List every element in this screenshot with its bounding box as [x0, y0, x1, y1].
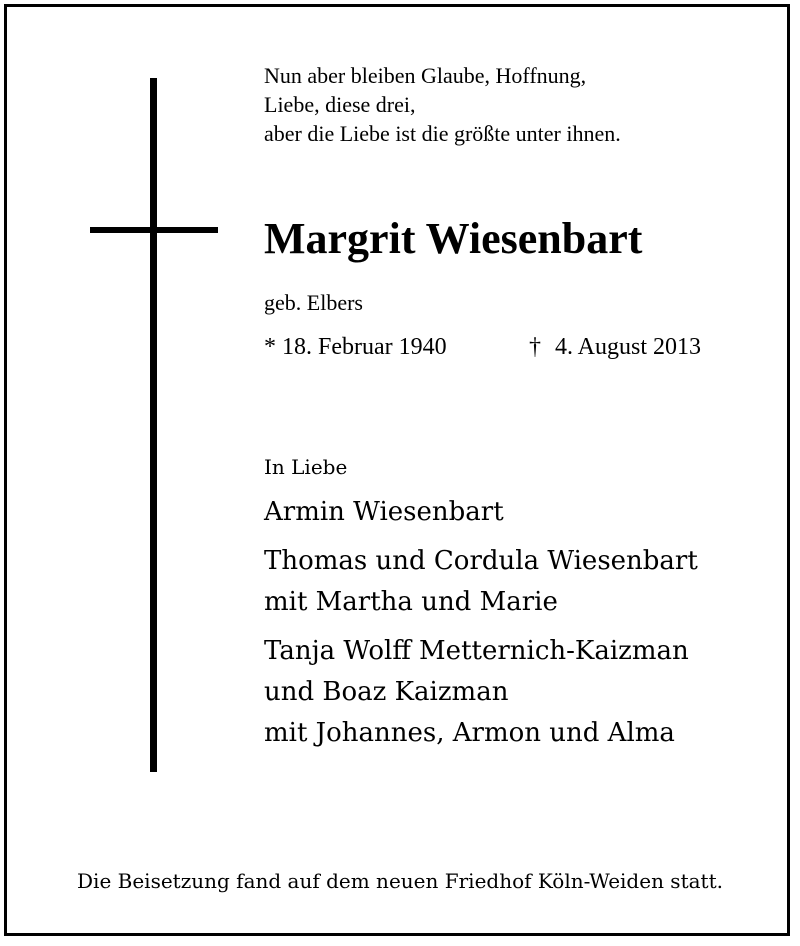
death-date-line [529, 332, 701, 362]
mourner-line: Tanja Wolff Metternich-Kaizman [264, 636, 689, 666]
burial-notice: Die Beisetzung fand auf dem neuen Friedhof Köln-Weiden statt. [77, 869, 723, 893]
mourner-line: Thomas und Cordula Wiesenbart [264, 546, 698, 576]
mourner-line: Armin Wiesenbart [264, 497, 504, 527]
mourner-line: mit Martha und Marie [264, 587, 558, 617]
verse-line: Nun aber bleiben Glaube, Hoffnung, [264, 63, 587, 88]
deceased-name: Margrit Wiesenbart [264, 214, 643, 263]
mourner-group [264, 492, 698, 533]
mourner-group [264, 631, 698, 754]
verse-line: aber die Liebe ist die größte unter ihnen. [264, 121, 621, 146]
mourner-group [264, 541, 698, 623]
bible-verse [264, 61, 621, 148]
verse-line: Liebe, diese drei, [264, 92, 416, 117]
dagger-icon: † [529, 334, 541, 360]
birth-date: * 18. Februar 1940 [264, 334, 447, 360]
mourner-line: und Boaz Kaizman [264, 677, 509, 707]
death-date: 4. August 2013 [555, 334, 702, 360]
mourner-line: mit Johannes, Armon und Alma [264, 718, 675, 748]
mourners-list [264, 452, 698, 754]
mourners-intro: In Liebe [264, 455, 348, 479]
maiden-name: geb. Elbers [264, 290, 363, 315]
cross-icon-crossbar [90, 227, 218, 233]
cross-icon [150, 78, 157, 772]
